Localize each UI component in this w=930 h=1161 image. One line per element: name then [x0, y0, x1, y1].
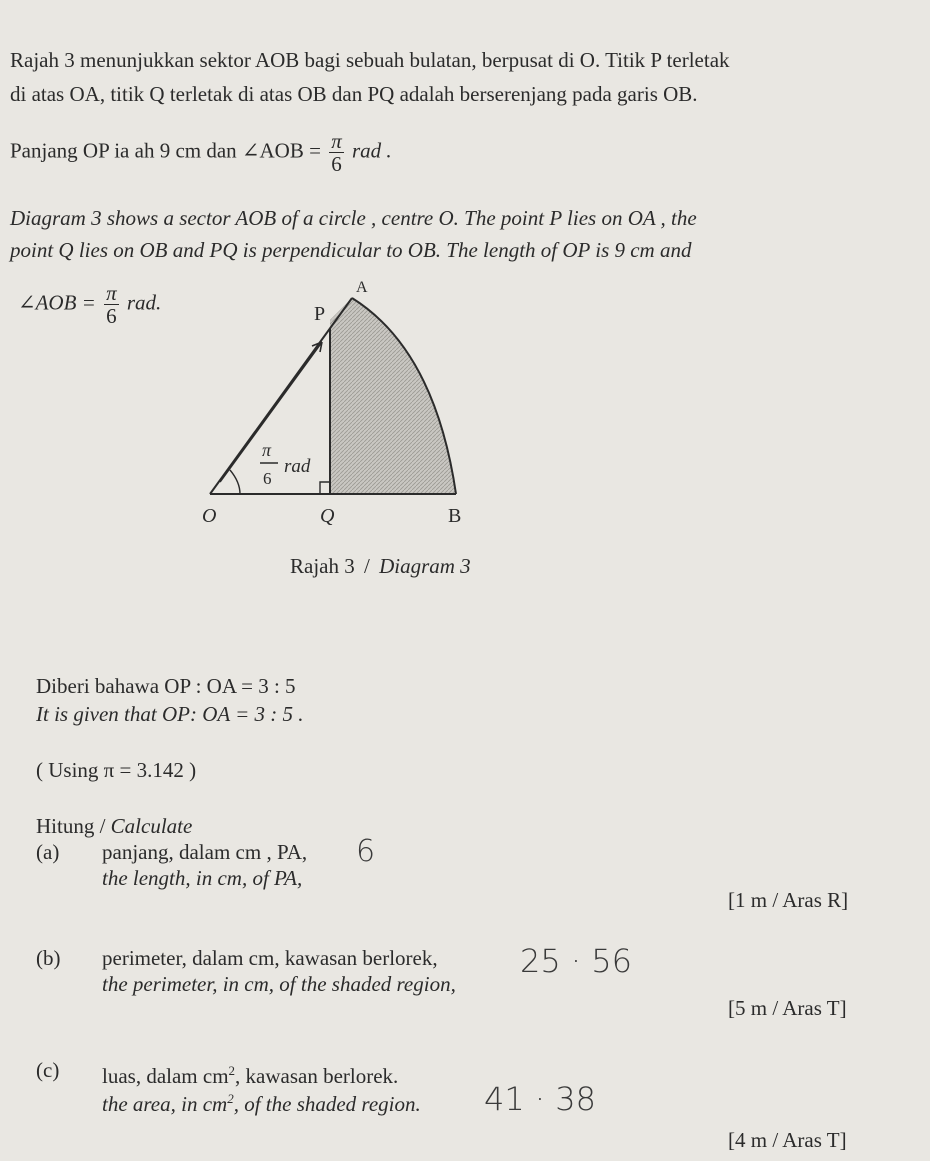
- question-c-english-rest: , of the shaded region.: [233, 1092, 421, 1116]
- intro-malay-line-2: di atas OA, titik Q terletak di atas OB dan PQ adalah berserenjang pada garis OB.: [10, 82, 698, 106]
- intro-english-line-2: point Q lies on OB and PQ is perpendicular to OB. The length of OP is 9 cm and: [10, 238, 692, 262]
- angle-fraction: [104, 282, 119, 327]
- calculate-heading: [36, 812, 192, 841]
- question-b-answer: 25 · 56: [520, 942, 632, 980]
- intro-malay-length-text: Panjang OP ia ah 9 cm dan ∠AOB =: [10, 138, 321, 163]
- angle-label-denominator: 6: [263, 469, 272, 488]
- intro-malay-angle-unit: rad .: [351, 138, 392, 163]
- superscript-2: 2: [227, 1091, 234, 1106]
- question-a-label: (a): [36, 840, 60, 864]
- pi-note: ( Using π = 3.142 ): [36, 758, 197, 782]
- fraction-denominator: 6: [106, 304, 117, 328]
- superscript-2: 2: [228, 1063, 236, 1078]
- calculate-heading-english: Calculate: [110, 814, 193, 838]
- intro-malay-angle-fraction: [329, 130, 344, 175]
- intro-english-line-1: Diagram 3 shows a sector AOB of a circle , centre O. The point P lies on OA , the: [10, 206, 697, 230]
- angle-label-numerator: π: [262, 440, 272, 460]
- angle-suffix: rad.: [126, 290, 162, 315]
- question-a-english: the length, in cm, of PA,: [102, 866, 303, 890]
- question-c-english: [102, 1084, 421, 1119]
- fraction-denominator: 6: [331, 152, 342, 176]
- label-A: A: [356, 279, 368, 296]
- shaded-region: [330, 298, 456, 494]
- question-c-malay-text: luas, dalam cm: [102, 1064, 229, 1088]
- label-P: P: [314, 303, 326, 325]
- label-Q: Q: [320, 505, 335, 527]
- fraction-numerator: π: [331, 129, 342, 153]
- question-c-malay-rest: , kawasan berlorek.: [235, 1064, 399, 1088]
- calculate-heading-malay: Hitung /: [36, 814, 106, 838]
- caption-malay: Rajah 3: [290, 554, 355, 578]
- intro-malay-line-1: Rajah 3 menunjukkan sektor AOB bagi sebuah bulatan, berpusat di O. Titik P terletak: [10, 48, 730, 72]
- question-b-label: (b): [36, 946, 61, 970]
- right-angle-marker: [320, 482, 330, 494]
- question-a-marks: [1 m / Aras R]: [728, 888, 849, 912]
- diagram-caption: [290, 552, 471, 581]
- question-a-malay: panjang, dalam cm , PA,: [102, 840, 308, 864]
- question-b-malay: perimeter, dalam cm, kawasan berlorek,: [102, 946, 438, 970]
- label-B: B: [448, 505, 462, 527]
- question-c-answer: 41 · 38: [484, 1080, 596, 1118]
- intro-malay-line-3: [10, 130, 392, 175]
- question-c-english-text: the area, in cm: [102, 1092, 228, 1116]
- question-c-label: (c): [36, 1058, 60, 1082]
- question-a-answer: 6: [356, 834, 376, 869]
- intro-english-angle: [18, 282, 161, 327]
- caption-english: Diagram 3: [379, 554, 471, 578]
- angle-arc: [230, 470, 240, 494]
- given-malay: Diberi bahawa OP : OA = 3 : 5: [36, 674, 296, 698]
- sector-diagram: [180, 270, 480, 540]
- question-b-english: the perimeter, in cm, of the shaded region,: [102, 972, 456, 996]
- fraction-numerator: π: [106, 281, 117, 305]
- given-english: It is given that OP: OA = 3 : 5 .: [36, 702, 304, 726]
- label-O: O: [202, 505, 217, 527]
- question-b-marks: [5 m / Aras T]: [728, 996, 847, 1020]
- question-c-marks: [4 m / Aras T]: [728, 1128, 847, 1152]
- angle-label-unit: rad: [284, 456, 311, 477]
- angle-prefix: ∠AOB =: [18, 290, 96, 315]
- caption-separator: /: [363, 554, 370, 578]
